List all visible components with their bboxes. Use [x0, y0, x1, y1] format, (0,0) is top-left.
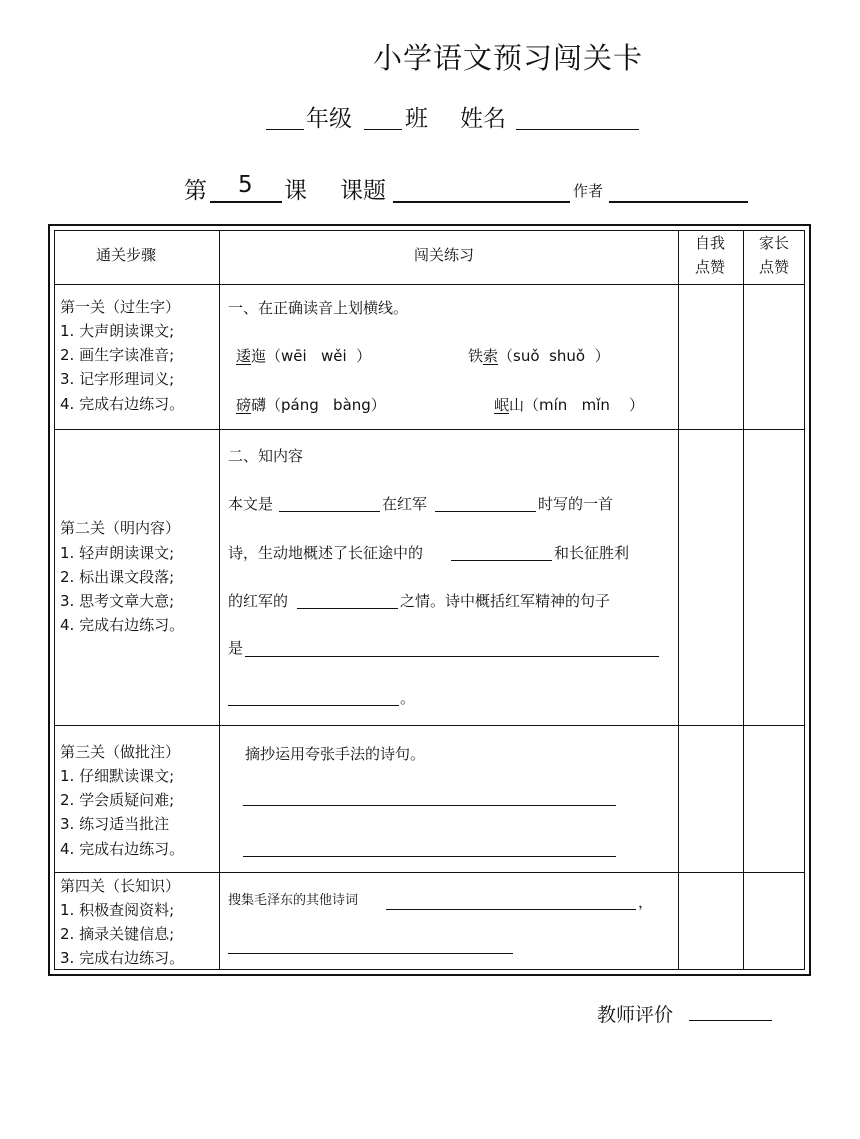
content-text: 。 [400, 689, 416, 707]
step-item: 1. 仔细默读课文; [60, 767, 175, 785]
header-parent-praise-2: 点赞 [759, 258, 790, 276]
content-text: 本文是 [228, 495, 274, 513]
fill-blank[interactable] [228, 705, 399, 706]
step-item: 2. 摘录关键信息; [60, 925, 175, 943]
page-title: 小学语文预习闯关卡 [373, 41, 644, 75]
row-divider [55, 429, 804, 430]
author-blank[interactable] [609, 201, 748, 203]
pinyin-item[interactable] [236, 393, 386, 418]
lesson-number-blank [210, 201, 282, 203]
step-item: 2. 标出课文段落; [60, 568, 175, 586]
step-item: 3. 练习适当批注 [60, 815, 170, 833]
row-divider [55, 725, 804, 726]
name-blank[interactable] [516, 129, 639, 130]
pinyin-item[interactable] [494, 393, 644, 418]
step-item: 1. 轻声朗读课文; [60, 544, 175, 562]
fill-blank[interactable] [243, 805, 616, 806]
step-item: 3. 记字形理词义; [60, 370, 175, 388]
content-text: 诗，生动地概述了长征途中的 [228, 544, 424, 562]
fill-blank[interactable] [451, 560, 552, 561]
target-char: 岷 [494, 396, 510, 414]
class-blank[interactable] [364, 129, 402, 130]
fill-blank[interactable] [228, 953, 513, 954]
content-text: 是 [228, 639, 244, 657]
header-self-praise-2: 点赞 [695, 258, 726, 276]
context-char: 铁 [468, 347, 484, 365]
fill-blank[interactable] [297, 608, 398, 609]
lesson-number[interactable]: 5 [238, 172, 253, 198]
content-text: 之情。诗中概括红军精神的句子 [400, 592, 611, 610]
author-label: 作者 [573, 182, 604, 200]
teacher-eval-label: 教师评价 [597, 1004, 674, 1026]
fill-blank[interactable] [245, 656, 659, 657]
step-title: 第二关（明内容） [60, 519, 181, 537]
column-divider [678, 231, 679, 969]
pinyin-item[interactable] [468, 344, 610, 369]
lesson-prefix: 第 [184, 178, 207, 204]
step-item: 3. 思考文章大意; [60, 592, 175, 610]
step-title: 第四关（长知识） [60, 877, 181, 895]
step-item: 4. 完成右边练习。 [60, 840, 185, 858]
step-item: 4. 完成右边练习。 [60, 616, 185, 634]
pinyin-item[interactable] [236, 344, 371, 369]
pinyin-options: 迤（wēi wěi ） [251, 347, 372, 365]
fill-blank[interactable] [386, 909, 636, 910]
row-1-instruction: 一、在正确读音上划横线。 [228, 299, 409, 317]
topic-blank[interactable] [393, 201, 570, 203]
name-label: 姓名 [460, 106, 506, 132]
content-text: 和长征胜利 [554, 544, 630, 562]
target-char: 逶 [236, 347, 252, 365]
topic-label: 课题 [340, 178, 386, 204]
grade-blank[interactable] [266, 129, 304, 130]
step-item: 1. 积极查阅资料; [60, 901, 175, 919]
header-self-praise-1: 自我 [695, 234, 726, 252]
content-text: ， [638, 893, 654, 911]
step-item: 1. 大声朗读课文; [60, 322, 175, 340]
content-text: 时写的一首 [538, 495, 614, 513]
fill-blank[interactable] [243, 856, 616, 857]
step-title: 第一关（过生字） [60, 298, 181, 316]
step-item: 4. 完成右边练习。 [60, 395, 185, 413]
pinyin-options: 山（mín mǐn ） [509, 396, 644, 414]
fill-blank[interactable] [279, 511, 380, 512]
target-char: 索 [483, 347, 499, 365]
target-char: 磅 [236, 396, 252, 414]
class-label: 班 [405, 106, 428, 132]
column-divider [219, 231, 220, 969]
fill-blank[interactable] [435, 511, 536, 512]
header-parent-praise-1: 家长 [759, 234, 790, 252]
row-divider [55, 284, 804, 285]
teacher-eval-blank[interactable] [689, 1020, 772, 1021]
step-title: 第三关（做批注） [60, 743, 181, 761]
pinyin-options: 礴（páng bàng） [251, 396, 386, 414]
row-4-instruction: 搜集毛泽东的其他诗词 [228, 893, 359, 908]
content-text: 在红军 [382, 495, 428, 513]
step-item: 3. 完成右边练习。 [60, 949, 185, 967]
step-item: 2. 学会质疑问难; [60, 791, 175, 809]
row-3-instruction: 摘抄运用夸张手法的诗句。 [245, 745, 426, 763]
header-steps: 通关步骤 [96, 246, 157, 264]
column-divider [743, 231, 744, 969]
content-text: 的红军的 [228, 592, 289, 610]
row-2-instruction: 二、知内容 [228, 447, 304, 465]
pinyin-options: （suǒ shuǒ ） [498, 347, 610, 365]
grade-label: 年级 [306, 106, 352, 132]
lesson-suffix: 课 [284, 178, 307, 204]
step-item: 2. 画生字读准音; [60, 346, 175, 364]
header-exercises: 闯关练习 [414, 246, 475, 264]
row-divider [55, 872, 804, 873]
